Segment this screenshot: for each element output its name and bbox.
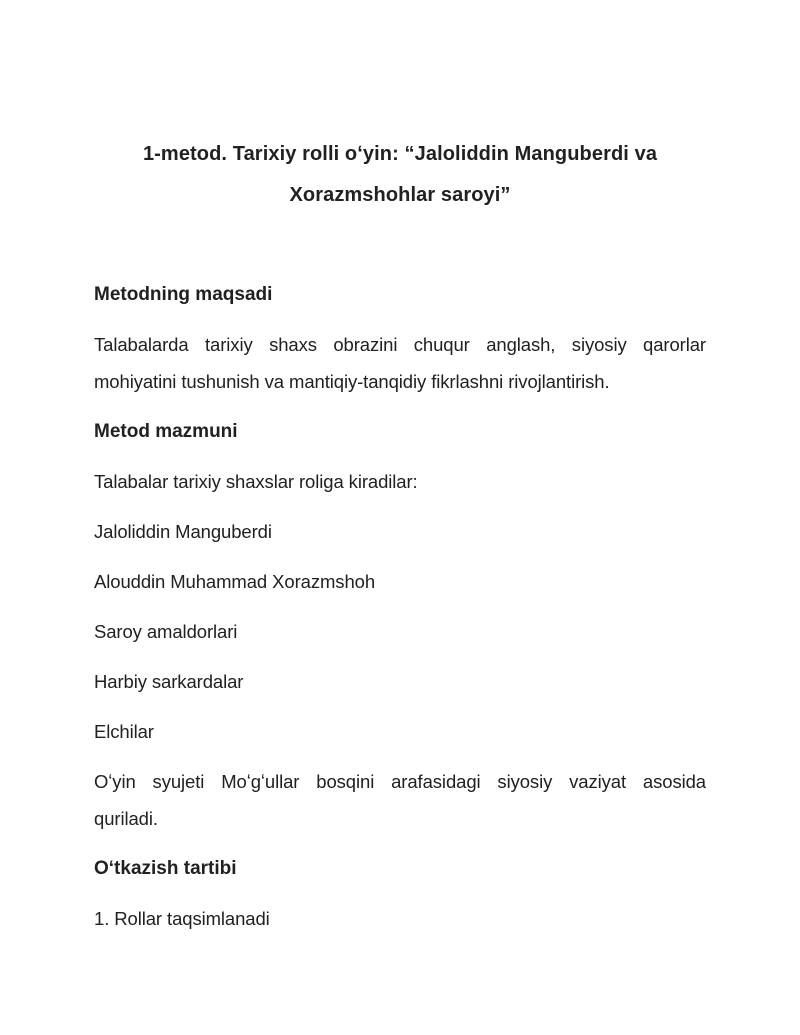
role-item-alouddin: Alouddin Muhammad Xorazmshoh (94, 571, 376, 592)
paragraph-game-plot-line-1: Oʻyin syujeti Moʻgʻullar bosqini arafasidagi siyosiy vaziyat asosida (94, 771, 706, 792)
paragraph-method-purpose-line-1: Talabalarda tarixiy shaxs obrazini chuqur anglash, siyosiy qarorlar (94, 334, 706, 355)
heading-method-purpose: Metodning maqsadi (94, 284, 273, 305)
paragraph-method-purpose-line-2: mohiyatini tushunish va mantiqiy-tanqidiy fikrlashni rivojlantirish. (94, 371, 610, 392)
paragraph-method-purpose (94, 326, 706, 400)
heading-method-content: Metod mazmuni (94, 421, 238, 442)
heading-procedure: Oʻtkazish tartibi (94, 858, 237, 879)
paragraph-roles-intro: Talabalar tarixiy shaxslar roliga kiradilar: (94, 471, 418, 492)
document-title-line-1: 1-metod. Tarixiy rolli oʻyin: “Jaloliddin Manguberdi va (142, 143, 658, 165)
role-item-saroy-amaldorlari: Saroy amaldorlari (94, 621, 238, 642)
paragraph-game-plot (94, 763, 706, 837)
procedure-step-1: 1. Rollar taqsimlanadi (94, 908, 270, 929)
document-title-line-2: Xorazmshohlar saroyi” (289, 184, 511, 206)
paragraph-game-plot-line-2: quriladi. (94, 808, 158, 829)
document-title (94, 134, 706, 216)
role-item-harbiy-sarkardalar: Harbiy sarkardalar (94, 671, 244, 692)
role-item-elchilar: Elchilar (94, 721, 154, 742)
role-item-jaloliddin: Jaloliddin Manguberdi (94, 521, 272, 542)
